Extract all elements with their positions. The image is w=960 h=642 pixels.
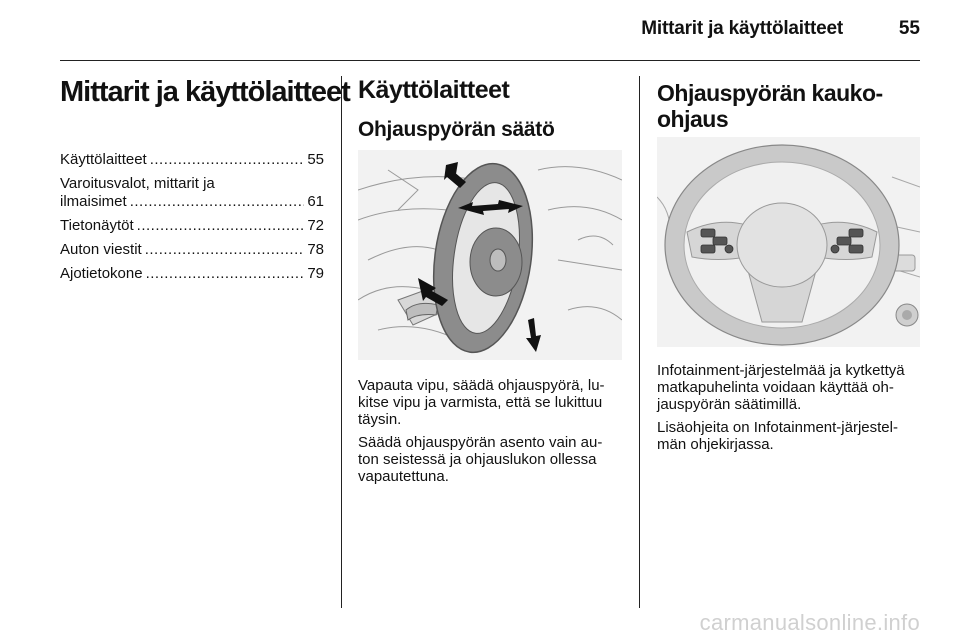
column-divider-left	[341, 76, 342, 608]
paragraph: Lisäohjeita on Infotainment-järjestel- män ohjekirjassa.	[657, 419, 898, 453]
toc-line	[60, 151, 324, 169]
header-rule	[60, 60, 920, 61]
steering-wheel-controls-illustration	[657, 137, 920, 347]
table-of-contents	[60, 151, 324, 289]
toc-line	[60, 175, 324, 193]
toc-page-number: 79	[307, 265, 324, 282]
paragraph: Infotainment-järjestelmää ja kytkettyä matkapuhelinta voidaan käyttää oh- jauspyörän säätimillä.	[657, 362, 905, 413]
toc-leader-dots	[145, 241, 305, 259]
chapter-title: Mittarit ja käyttölaitteet	[60, 76, 350, 108]
toc-entry-text: Tietonäytöt	[60, 217, 134, 234]
toc-entry-text: Auton viestit	[60, 241, 142, 258]
toc-entry[interactable]	[60, 175, 324, 211]
toc-entry[interactable]	[60, 241, 324, 259]
toc-page-number: 72	[307, 217, 324, 234]
toc-entry[interactable]	[60, 265, 324, 283]
toc-entry[interactable]	[60, 151, 324, 169]
toc-entry-text: Ajotietokone	[60, 265, 143, 282]
toc-line	[60, 193, 324, 211]
toc-line	[60, 241, 324, 259]
paragraph: Säädä ohjauspyörän asento vain au- ton seistessä ja ohjauslukon ollessa vapautettuna.	[358, 434, 603, 485]
toc-page-number: 61	[307, 193, 324, 210]
column-divider-right	[639, 76, 640, 608]
running-header-title: Mittarit ja käyttölaitteet	[641, 18, 843, 39]
toc-leader-dots	[146, 265, 305, 283]
paragraph: Vapauta vipu, säädä ohjauspyörä, lu- kitse vipu ja varmista, että se lukittuu täysin.	[358, 377, 605, 428]
toc-page-number: 78	[307, 241, 324, 258]
toc-page-number: 55	[307, 151, 324, 168]
watermark: carmanualsonline.info	[699, 610, 920, 635]
toc-leader-dots	[130, 193, 305, 211]
steering-adjustment-text	[358, 377, 624, 491]
section-title-controls: Käyttölaitteet	[358, 76, 510, 104]
toc-line	[60, 217, 324, 235]
toc-entry[interactable]	[60, 217, 324, 235]
section-title-steering-remote: Ohjauspyörän kauko- ohjaus	[657, 80, 883, 132]
toc-entry-text: Varoitusvalot, mittarit ja	[60, 175, 215, 192]
page-number: 55	[898, 18, 920, 39]
steering-adjustment-illustration	[358, 150, 622, 360]
toc-line	[60, 265, 324, 283]
toc-leader-dots	[150, 151, 305, 169]
steering-remote-text	[657, 362, 927, 459]
subsection-title-steering-adjustment: Ohjauspyörän säätö	[358, 118, 555, 141]
toc-leader-dots	[137, 217, 305, 235]
toc-entry-text: Käyttölaitteet	[60, 151, 147, 168]
toc-entry-text: ilmaisimet	[60, 193, 127, 210]
